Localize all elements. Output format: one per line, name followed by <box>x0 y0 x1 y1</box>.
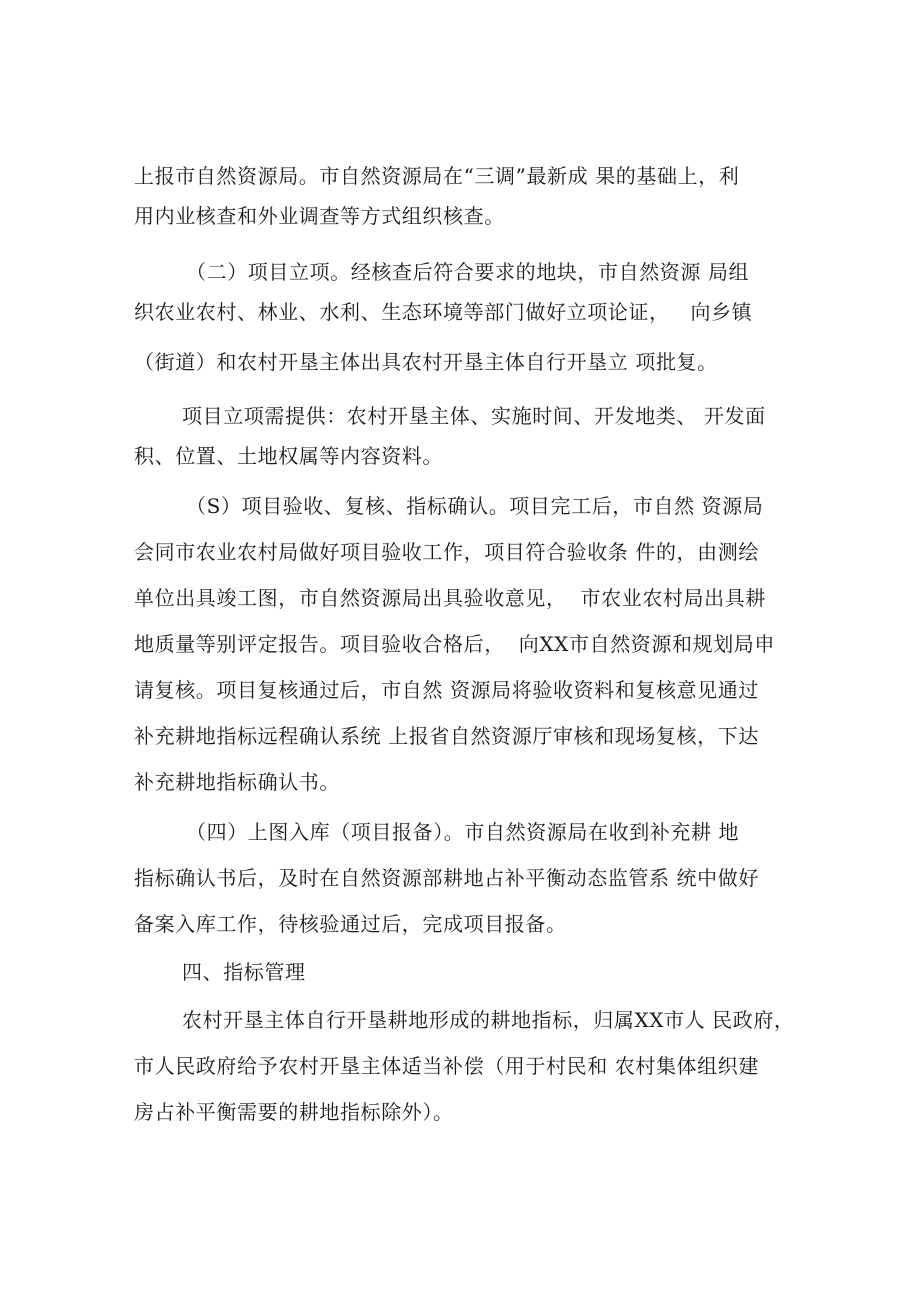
text-line-6: 项目立项需提供：农村开垦主体、实施时间、开发地类、 开发面 <box>182 404 766 428</box>
section-heading: 四、指标管理 <box>182 960 306 984</box>
text-line-21: 房占补平衡需要的耕地指标除外）。 <box>134 1100 454 1124</box>
text-line-20: 市人民政府给予农村开垦主体适当补偿（用于村民和 农村集体组织建 <box>134 1054 759 1078</box>
text-line-12: 请复核。项目复核通过后，市自然 资源局将验收资料和复核意见通过 <box>134 678 759 702</box>
text-line-19: 农村开垦主体自行开垦耕地形成的耕地指标，归属XX市人 民政府， <box>182 1008 795 1032</box>
text-line-10: 单位出具竣工图，市自然资源局出具验收意见， 市农业农村局出具耕 <box>134 586 766 610</box>
text-line-1: 上报市自然资源局。市自然资源局在“三调”最新成 果的基础上，利 <box>134 164 740 188</box>
text-line-7: 积、位置、土地权属等内容资料。 <box>134 444 443 468</box>
text-line-8: （S）项目验收、复核、指标确认。项目完工后，市自然 资源局 <box>186 494 764 518</box>
text-line-14: 补充耕地指标确认书。 <box>134 770 340 794</box>
text-line-13: 补充耕地指标远程确认系统 上报省自然资源厅审核和现场复核，下达 <box>134 724 759 748</box>
text-line-16: 指标确认书后，及时在自然资源部耕地占补平衡动态监管系 统中做好 <box>134 866 759 890</box>
text-line-11: 地质量等别评定报告。项目验收合格后， 向XX市自然资源和规划局申 <box>134 632 775 656</box>
text-line-17: 备案入库工作，待核验通过后，完成项目报备。 <box>134 912 567 936</box>
text-line-2: 用内业核查和外业调查等方式组织核查。 <box>134 204 505 228</box>
text-line-4: 织农业农村、林业、水利、生态环境等部门做好立项论证， 向乡镇 <box>134 300 753 324</box>
text-line-15: （四）上图入库（项目报备）。市自然资源局在收到补充耕 地 <box>186 820 740 844</box>
text-line-3: （二）项目立项。经核查后符合要求的地块，市自然资源 局组 <box>186 260 750 284</box>
text-line-5: （街道）和农村开垦主体出具农村开垦主体自行开垦立 项批复。 <box>134 350 718 374</box>
text-line-9: 会同市农业农村局做好项目验收工作，项目符合验收条 件的，由测绘 <box>134 540 759 564</box>
